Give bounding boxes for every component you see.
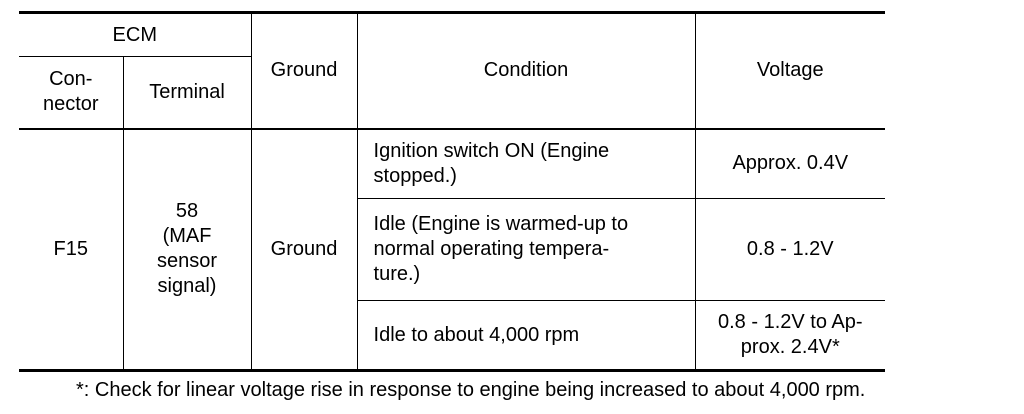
- footnote: *: Check for linear voltage rise in response to engine being increased to about 4,000 rpm.: [76, 379, 866, 401]
- cell-voltage: Approx. 0.4V: [695, 129, 885, 199]
- cell-condition: Idle to about 4,000 rpm: [357, 301, 695, 371]
- header-connector: Con- nector: [19, 57, 123, 129]
- table-row: [19, 129, 885, 199]
- cell-voltage: 0.8 - 1.2V: [695, 199, 885, 301]
- ecm-terminal-voltage-table: [19, 11, 885, 372]
- header-ecm: ECM: [19, 13, 251, 57]
- header-terminal: Terminal: [123, 57, 251, 129]
- cell-voltage: 0.8 - 1.2V to Ap- prox. 2.4V*: [695, 301, 885, 371]
- header-ground: Ground: [251, 13, 357, 129]
- cell-connector: F15: [19, 129, 123, 371]
- cell-terminal: 58 (MAF sensor signal): [123, 129, 251, 371]
- cell-condition: Ignition switch ON (Engine stopped.): [357, 129, 695, 199]
- cell-ground: Ground: [251, 129, 357, 371]
- header-voltage: Voltage: [695, 13, 885, 129]
- cell-condition: Idle (Engine is warmed-up to normal operating tempera- ture.): [357, 199, 695, 301]
- header-condition: Condition: [357, 13, 695, 129]
